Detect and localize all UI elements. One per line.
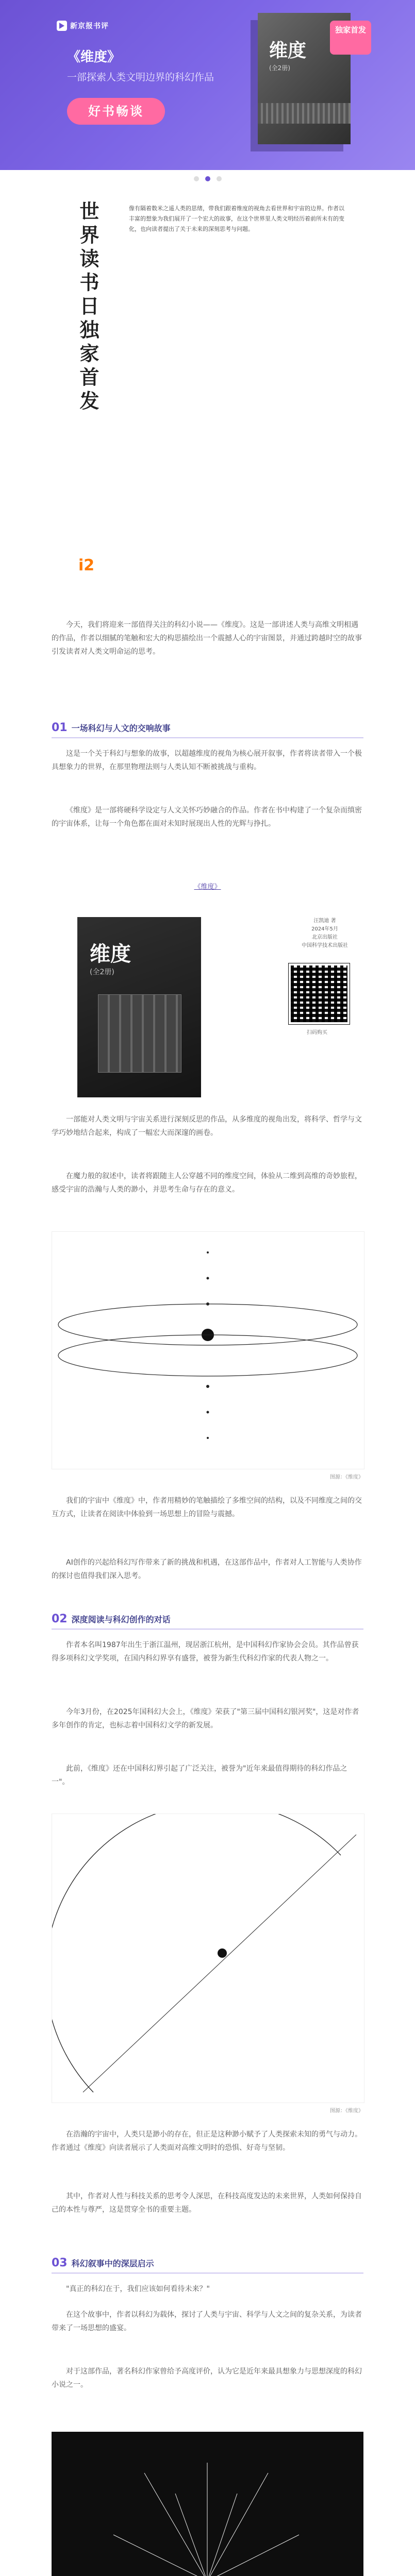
figure-dimensions-2 (52, 1814, 364, 2103)
figure-caption: 图源：《维度》 (330, 2108, 363, 2114)
section-heading-2 (52, 1613, 363, 1630)
paragraph: 对于这部作品，著名科幻作家曾给予高度评价，认为它是近年来最具想象力与思想深度的科幻小说之一。 (52, 2367, 362, 2389)
section-number: 01 (52, 721, 68, 734)
figure-sphere (218, 1948, 227, 1958)
book-cover-art (98, 994, 181, 1073)
vertical-title: 世界读书日独家首发 (76, 201, 99, 414)
paragraph: 一部能对人类文明与宇宙关系进行深刻反思的作品，从多维度的视角出发，将科学、哲学与文学巧妙地结合起来，构成了一幅宏大而深邃的画卷。 (52, 1115, 362, 1137)
vertical-mark: i2 (78, 556, 95, 574)
brand-name: 新京报书评 (70, 22, 109, 30)
figure-line (83, 1835, 356, 2092)
figure-ray (207, 2473, 268, 2576)
book-cover-subtitle: (全2册) (90, 968, 114, 976)
figure-arc (52, 1814, 341, 2092)
section-heading-1 (52, 721, 363, 738)
brand-logo (57, 21, 109, 31)
book-cover-title: 维度 (269, 40, 307, 61)
paragraph: 今年3月份，在2025年国科幻大会上，《维度》荣获了"第三届中国科幻银河奖"，这是对作者多年创作的肯定，也标志着中国科幻文学的新发展。 (52, 1708, 359, 1730)
intro-text: 像有隔着数米之遥人类的思绪，带我们跟着维度的视角去看世界和宇宙的边界。作者以丰富的想象为我们展开了一个宏大的故事，在这个世界里人类文明经历着前所未有的变化，也向读者提出了关于未来的深刻思考与问题。 (129, 205, 344, 232)
figure-svg (52, 2432, 363, 2576)
brand-icon (57, 21, 67, 31)
figure-dot (207, 1437, 209, 1439)
qr-code[interactable] (289, 963, 350, 1024)
figure-dot (206, 1385, 209, 1388)
paragraph: 我们的宇宙中《维度》中，作者用精妙的笔触描绘了多维空间的结构，以及不同维度之间的交互方式，让读者在阅读中体验到一场思想上的冒险与震撼。 (52, 1497, 362, 1518)
book-cover-subtitle: (全2册) (269, 64, 290, 72)
paragraph: "真正的科幻在于，我们应该如何看待未来？" (66, 2285, 210, 2293)
figure-dot (207, 1251, 209, 1253)
section-number: 02 (52, 1613, 68, 1625)
figure-dimensions-1 (52, 1231, 364, 1469)
figure-ray (144, 2473, 207, 2576)
exclusive-badge: 独家首发 (330, 21, 371, 55)
book-cover-image (77, 917, 201, 1097)
section-title: 科幻叙事中的深层启示 (71, 2259, 154, 2268)
section-number: 03 (52, 2257, 68, 2269)
paragraph: 此前，《维度》还在中国科幻界引起了广泛关注，被誉为"近年来最值得期待的科幻作品之一"。 (52, 1765, 347, 1786)
paragraph: 在浩瀚的宇宙中，人类只是渺小的存在，但正是这种渺小赋予了人类探索未知的勇气与动力。作者通过《维度》向读者展示了人类面对高维文明时的恐惧、好奇与坚韧。 (52, 2130, 362, 2152)
section-title: 深度阅读与科幻创作的对话 (71, 1615, 171, 1624)
header-banner (0, 0, 415, 170)
paragraph: 《维度》是一部将硬科学设定与人文关怀巧妙融合的作品。作者在书中构建了一个复杂而缜密的宇宙体系，让每一个角色都在面对未知时展现出人性的光辉与挣扎。 (52, 806, 362, 828)
paragraph: 今天，我们将迎来一部值得关注的科幻小说——《维度》。这是一部讲述人类与高维文明相遇的作品，作者以细腻的笔触和宏大的构思描绘出一个震撼人心的宇宙图景，并通过跨越时空的故事引发读者对人类文明命运的思考。 (52, 621, 362, 656)
carousel-indicator[interactable] (0, 176, 415, 181)
paragraph: AI创作的兴起给科幻写作带来了新的挑战和机遇，在这部作品中，作者对人工智能与人类协作的探讨也值得我们深入思考。 (52, 1558, 362, 1580)
book-tag-link[interactable]: 《维度》 (194, 883, 221, 891)
paragraph: 作者本名叫1987年出生于浙江温州，现居浙江杭州，是中国科幻作家协会会员。其作品曾获得多项科幻文学奖项，在国内科幻界享有盛誉，被誉为新生代科幻作家的代表人物之一。 (52, 1641, 359, 1663)
paragraph: 在这个故事中，作者以科幻为载体，探讨了人类与宇宙、科学与人文之间的复杂关系，为读者带来了一场思想的盛宴。 (52, 2311, 362, 2332)
carousel-dot[interactable] (217, 176, 222, 181)
book-cover-pattern (258, 103, 351, 124)
paragraph: 这是一个关于科幻与想象的故事，以超越维度的视角为核心展开叙事，作者将读者带入一个极具想象力的世界，在那里物理法则与人类认知不断被挑战与重构。 (52, 750, 362, 771)
figure-dot (207, 1411, 209, 1414)
figure-dot (207, 1277, 209, 1280)
figure-caption: 图源：《维度》 (330, 1475, 363, 1480)
qr-caption: 扫码购买 (307, 1030, 327, 1036)
paragraph: 其中，作者对人性与科技关系的思考令人深思，在科技高度发达的未来世界，人类如何保持自己的本性与尊严，这是贯穿全书的重要主题。 (52, 2192, 362, 2214)
book-info: 汪凯迪 著 2024年5月 北京出版社 中国科学技术出版社 (302, 918, 348, 948)
carousel-dot[interactable] (194, 176, 199, 181)
paragraph: 在魔力般的叙述中，读者将跟随主人公穿越不同的维度空间，体验从二维到高维的奇妙旅程，感受宇宙的浩瀚与人类的渺小，并思考生命与存在的意义。 (52, 1172, 362, 1194)
book-cover-title: 维度 (90, 942, 131, 966)
section-title: 一场科幻与人文的交响故事 (71, 723, 171, 733)
banner-pill-button[interactable]: 好书畅谈 (67, 98, 165, 125)
carousel-dot-active[interactable] (205, 176, 210, 181)
figure-ray (113, 2535, 207, 2576)
figure-rays (113, 2463, 299, 2576)
banner-subtitle: 一部探索人类文明边界的科幻作品 (67, 72, 214, 83)
figure-ray (207, 2494, 237, 2576)
figure-svg (52, 1232, 364, 1469)
figure-dimensions-3 (52, 2432, 363, 2576)
section-heading-3 (52, 2257, 363, 2274)
figure-svg (52, 1814, 364, 2103)
banner-title: 《维度》 (67, 49, 121, 65)
